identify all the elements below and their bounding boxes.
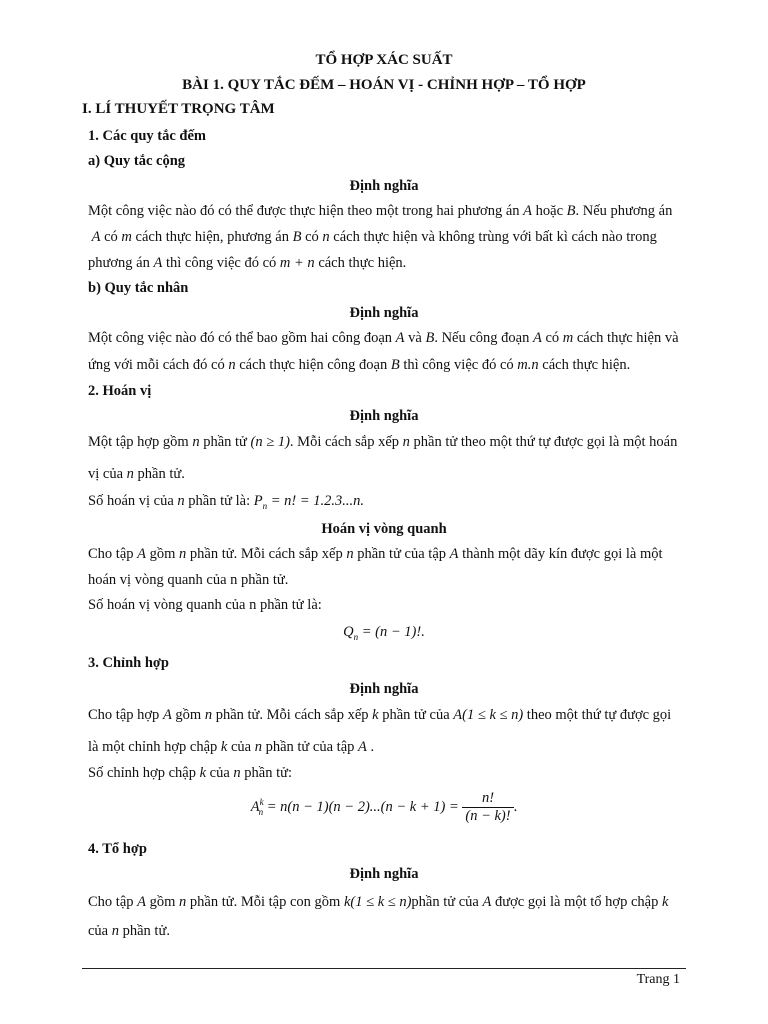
definition-heading: Định nghĩa bbox=[349, 305, 419, 321]
formula: $A^k_n = n(n - 1)(n - 2)...(n - k + 1)$ = $\frac{n!}{(n - k)!}$ . bbox=[250, 790, 518, 824]
paragraph-line: Một công việc nào đó có thể bao gồm hai công đoạn A và B. Nếu công đoạn A có m cách thực hiện và bbox=[88, 330, 679, 346]
paragraph-line: Cho tập A gồm n phần tử. Mỗi tập con gồm k(1 ≤ k ≤ n)phần tử của A được gọi là một tổ hợp chập k bbox=[88, 894, 669, 910]
page-number: Trang 1 bbox=[636, 972, 680, 987]
definition-heading: Định nghĩa bbox=[349, 866, 419, 882]
paragraph-line: là một chỉnh hợp chập k của n phần tử của tập A . bbox=[88, 739, 375, 755]
doc-title: TỔ HỢP XÁC SUẤT bbox=[315, 52, 453, 68]
paragraph-line: Số chỉnh hợp chập k của n phần tử: bbox=[88, 765, 292, 781]
paragraph-line: A có m cách thực hiện, phương án B có n cách thực hiện và không trùng với bất kì cách nào trong bbox=[91, 229, 657, 245]
subsection-heading: 1. Các quy tắc đếm bbox=[88, 128, 207, 144]
paragraph-line: phương án A thì công việc đó có m + n cách thực hiện. bbox=[88, 255, 407, 271]
paragraph-line: Số hoán vị của n phần tử là: $P_n = n$! = 1.2.3...n. bbox=[88, 493, 364, 511]
paragraph-line: Cho tập A gồm n phần tử. Mỗi cách sắp xếp n phần tử của tập A thành một dãy kín được gọi là một bbox=[88, 546, 663, 562]
paragraph-line: hoán vị vòng quanh của n phần tử. bbox=[88, 572, 289, 588]
subsection-heading: 3. Chỉnh hợp bbox=[88, 655, 169, 671]
paragraph-line: Cho tập hợp A gồm n phần tử. Mỗi cách sắp xếp k phần tử của A(1 ≤ k ≤ n) theo một thứ tự được gọi bbox=[88, 707, 672, 723]
paragraph-line: Số hoán vị vòng quanh của n phần tử là: bbox=[88, 597, 322, 613]
subsection-heading: b) Quy tắc nhân bbox=[88, 280, 189, 296]
paragraph-line: ứng với mỗi cách đó có n cách thực hiện công đoạn B thì công việc đó có m.n cách thực hiện. bbox=[88, 357, 631, 373]
subsection-heading: a) Quy tắc cộng bbox=[88, 153, 186, 169]
definition-heading: Định nghĩa bbox=[349, 681, 419, 697]
lesson-title: BÀI 1. QUY TẮC ĐẾM – HOÁN VỊ - CHỈNH HỢP – TỔ HỢP bbox=[182, 77, 586, 93]
subsection-heading: 4. Tổ hợp bbox=[88, 841, 147, 857]
section-heading: I. LÍ THUYẾT TRỌNG TÂM bbox=[82, 101, 275, 117]
definition-heading: Định nghĩa bbox=[349, 408, 419, 424]
paragraph-line: Một công việc nào đó có thể được thực hiện theo một trong hai phương án A hoặc B. Nếu phương án bbox=[88, 203, 673, 219]
paragraph-line: vị của n phần tử. bbox=[88, 466, 185, 482]
definition-heading: Định nghĩa bbox=[349, 178, 419, 194]
formula: $Q_n = (n - 1)$!. bbox=[343, 624, 425, 642]
footer-divider bbox=[82, 968, 686, 969]
subsection-heading: 2. Hoán vị bbox=[88, 383, 152, 399]
paragraph-line: Một tập hợp gồm n phần tử (n ≥ 1). Mỗi cách sắp xếp n phần tử theo một thứ tự được gọi là một hoán bbox=[88, 434, 678, 450]
definition-heading: Hoán vị vòng quanh bbox=[321, 521, 447, 537]
paragraph-line: của n phần tử. bbox=[88, 923, 170, 939]
